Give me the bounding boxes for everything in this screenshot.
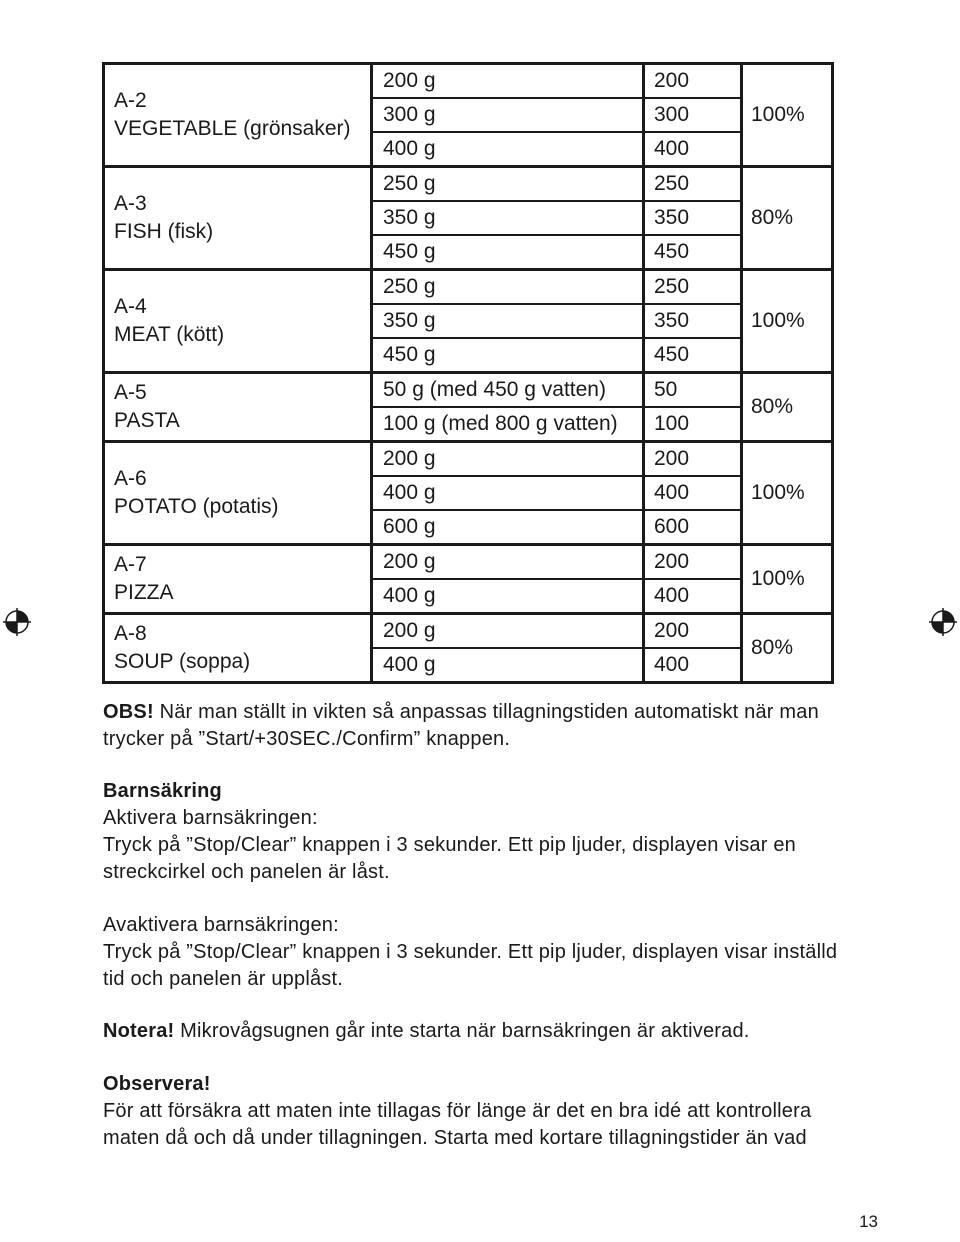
weight-cell: 300 g	[373, 99, 645, 131]
power-cell: 100%	[751, 309, 805, 332]
obs-label: OBS!	[103, 701, 154, 723]
weights-column	[373, 546, 743, 612]
weight-cell: 350 g	[373, 202, 645, 234]
weight-cell: 400 g	[373, 133, 645, 165]
table-row	[373, 303, 740, 337]
weight-cell: 450 g	[373, 236, 645, 268]
obs-text: När man ställt in vikten så anpassas tillagningstiden automatiskt när man trycker på ”Start/+30SEC./Confirm” knappen.	[103, 701, 819, 750]
table-row	[373, 509, 740, 543]
value-cell: 350	[654, 309, 690, 332]
value-cell: 200	[654, 69, 690, 92]
table-row	[373, 443, 740, 475]
weight-cell: 250 g	[373, 271, 645, 303]
power-cell: 100%	[751, 567, 805, 590]
auto-cook-table	[102, 62, 834, 684]
category-name: PIZZA	[114, 581, 174, 604]
table-group-soup	[105, 612, 831, 681]
value-cell: 100	[654, 412, 690, 435]
category-name: VEGETABLE (grönsaker)	[114, 117, 351, 140]
weights-column	[373, 374, 743, 440]
category-cell	[105, 168, 373, 268]
value-cell: 50	[654, 378, 678, 401]
table-row	[373, 65, 740, 97]
weight-cell: 200 g	[373, 546, 645, 578]
category-code: A-7	[114, 553, 147, 576]
weight-cell: 450 g	[373, 339, 645, 371]
value-cell: 600	[654, 515, 690, 538]
table-row	[373, 168, 740, 200]
value-cell: 400	[654, 137, 690, 160]
category-code: A-4	[114, 295, 147, 318]
table-group-pasta	[105, 371, 831, 440]
power-cell: 100%	[751, 103, 805, 126]
value-cell: 200	[654, 447, 690, 470]
value-cell: 400	[654, 584, 690, 607]
table-row	[373, 647, 740, 681]
table-row	[373, 374, 740, 406]
weight-cell: 350 g	[373, 305, 645, 337]
category-name: SOUP (soppa)	[114, 650, 251, 673]
weight-cell: 100 g (med 800 g vatten)	[373, 408, 645, 440]
notera-note	[103, 1018, 863, 1045]
observera-text: För att försäkra att maten inte tillagas för länge är det en bra idé att kontrollera maten då och då under tillagningen. Starta med kortare tillagningstider än vad	[103, 1100, 812, 1149]
category-cell	[105, 374, 373, 440]
table-row	[373, 131, 740, 165]
weight-cell: 600 g	[373, 511, 645, 543]
table-row	[373, 475, 740, 509]
category-name: PASTA	[114, 409, 180, 432]
weights-column	[373, 443, 743, 543]
weights-column	[373, 168, 743, 268]
value-cell: 350	[654, 206, 690, 229]
category-cell	[105, 443, 373, 543]
category-code: A-5	[114, 381, 147, 404]
table-group-potato	[105, 440, 831, 543]
childlock-activate-text: Tryck på ”Stop/Clear” knappen i 3 sekunder. Ett pip ljuder, displayen visar en streckcirkel och panelen är låst.	[103, 834, 796, 883]
value-cell: 250	[654, 172, 690, 195]
table-row	[373, 97, 740, 131]
obs-note	[103, 699, 863, 753]
power-cell: 100%	[751, 481, 805, 504]
value-cell: 400	[654, 481, 690, 504]
weight-cell: 200 g	[373, 615, 645, 647]
childlock-deactivate-title: Avaktivera barnsäkringen:	[103, 914, 339, 936]
weights-column	[373, 65, 743, 165]
power-cell: 80%	[751, 206, 794, 229]
category-cell	[105, 65, 373, 165]
table-row	[373, 337, 740, 371]
category-code: A-8	[114, 622, 147, 645]
registration-mark-icon	[2, 607, 32, 637]
weights-column	[373, 615, 743, 681]
weight-cell: 250 g	[373, 168, 645, 200]
category-name: FISH (fisk)	[114, 220, 214, 243]
table-row	[373, 546, 740, 578]
value-cell: 450	[654, 343, 690, 366]
childlock-heading: Barnsäkring	[103, 780, 222, 802]
category-code: A-3	[114, 192, 147, 215]
value-cell: 250	[654, 275, 690, 298]
value-cell: 200	[654, 550, 690, 573]
notera-text: Mikrovågsugnen går inte starta när barnsäkringen är aktiverad.	[174, 1020, 750, 1042]
weights-column	[373, 271, 743, 371]
table-row	[373, 200, 740, 234]
value-cell: 400	[654, 653, 690, 676]
observera-label: Observera!	[103, 1073, 211, 1095]
weight-cell: 200 g	[373, 65, 645, 97]
page-number: 13	[859, 1212, 878, 1231]
category-cell	[105, 271, 373, 371]
table-row	[373, 234, 740, 268]
table-row	[373, 615, 740, 647]
category-cell	[105, 615, 373, 681]
weight-cell: 200 g	[373, 443, 645, 475]
table-row	[373, 271, 740, 303]
childlock-activate-title: Aktivera barnsäkringen:	[103, 807, 318, 829]
power-cell: 80%	[751, 395, 794, 418]
table-row	[373, 406, 740, 440]
category-name: POTATO (potatis)	[114, 495, 279, 518]
value-cell: 200	[654, 619, 690, 642]
table-group-fish	[105, 165, 831, 268]
weight-cell: 400 g	[373, 580, 645, 612]
weight-cell: 400 g	[373, 477, 645, 509]
childlock-deactivate-text: Tryck på ”Stop/Clear” knappen i 3 sekunder. Ett pip ljuder, displayen visar inställd tid och panelen är upplåst.	[103, 941, 838, 990]
value-cell: 450	[654, 240, 690, 263]
category-cell	[105, 546, 373, 612]
table-group-meat	[105, 268, 831, 371]
table-group-vegetable	[105, 65, 831, 165]
category-name: MEAT (kött)	[114, 323, 225, 346]
table-group-pizza	[105, 543, 831, 612]
weight-cell: 50 g (med 450 g vatten)	[373, 374, 645, 406]
category-code: A-2	[114, 89, 147, 112]
value-cell: 300	[654, 103, 690, 126]
table-row	[373, 578, 740, 612]
notera-label: Notera!	[103, 1020, 175, 1042]
category-code: A-6	[114, 467, 147, 490]
registration-mark-icon	[928, 607, 958, 637]
power-cell: 80%	[751, 636, 794, 659]
weight-cell: 400 g	[373, 649, 645, 681]
